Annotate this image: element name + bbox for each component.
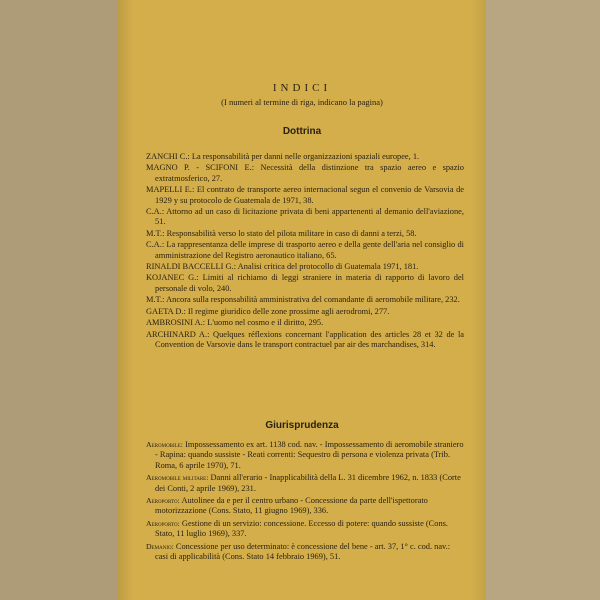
entry-author: MAPELLI E.: [146, 185, 195, 195]
doctrine-entry [146, 295, 464, 305]
entry-author: KOJANEC G.: [146, 273, 199, 283]
entry-text: Limiti al richiamo di leggi straniere in materia di rapporto di lavoro del personale di volo, 240. [155, 273, 465, 293]
doctrine-entry [146, 262, 464, 272]
jurisprudence-entry [146, 496, 464, 517]
entry-text: La rappresentanza delle imprese di trasporto aereo e della gente dell'aria nel consiglio di amministrazione del Registro aeronautico italiano, 65. [155, 240, 465, 260]
entry-text: Gestione di un servizio: concessione. Eccesso di potere: quando sussiste (Cons. Stato, 11 luglio 1969), 337. [155, 518, 448, 539]
entry-key: Demanio: [146, 541, 174, 551]
page-background-left [0, 0, 118, 600]
page-background-right [486, 0, 600, 600]
entry-author: M.T.: [146, 228, 165, 238]
jurisprudence-entry [146, 473, 464, 494]
entry-author: ZANCHI C.: [146, 152, 190, 161]
entry-text: La responsabilità per danni nelle organizzazioni spaziali europee, 1. [191, 152, 420, 161]
entry-text: Quelques réflexions concernant l'application des articles 28 et 32 de la Convention de Varsovie dans le transport contractuel par air des marchandises, 314. [155, 329, 465, 349]
doctrine-entry [146, 229, 464, 239]
doctrine-entry [146, 163, 464, 184]
entry-author: M.T.: [146, 295, 165, 305]
doctrine-entry [146, 307, 464, 317]
entry-text: Attorno ad un caso di licitazione privata di beni appartenenti al demanio dell'aviazione, 51. [155, 207, 464, 227]
doctrine-entry [146, 240, 464, 261]
entry-text: Impossessamento ex art. 1138 cod. nav. - Impossessamento di aeromobile straniero - Rapina: quando sussiste - Reati correnti: Sequestro di persona e violenza privata (Trib. Roma, 6 aprile 1970), 71. [155, 440, 464, 470]
entry-text: Necessità della distinzione tra spazio aereo e spazio extratmosferico, 27. [155, 163, 464, 183]
entry-text: Ancora sulla responsabilità amministrativa del comandante di aeromobile militare, 232. [166, 295, 460, 305]
entry-author: AMBROSINI A.: [146, 318, 206, 328]
entry-text: L'uomo nel cosmo e il diritto, 295. [207, 318, 324, 328]
entry-key: Aeromobile militare: [146, 473, 209, 483]
jurisprudence-entry [146, 440, 464, 471]
entry-text: El contrato de transporte aereo internacional segun el convenio de Varsovia de 1929 y su protocolo de Guatemala de 1971, 38. [155, 185, 465, 205]
entry-key: Aeroporto: [146, 518, 180, 528]
entry-author: RINALDI BACCELLI G.: [146, 262, 237, 272]
jurisprudence-heading: Giurisprudenza [265, 420, 339, 431]
book-page [118, 0, 486, 600]
entry-author: C.A.: [146, 240, 165, 250]
entry-key: Aeroporto: [146, 496, 180, 506]
entry-text: Analisi critica del protocollo di Guatemala 1971, 181. [237, 262, 419, 272]
entry-text: Responsabilità verso lo stato del pilota militare in caso di danni a terzi, 58. [166, 228, 417, 238]
jurisprudence-entry [146, 542, 464, 563]
page-title: INDICI [272, 82, 332, 94]
entry-text: Concessione per uso determinato: è concessione del bene - art. 37, 1° c. cod. nav.: casi di applicabilità (Cons. Stato 14 febbraio 1969), 51. [155, 541, 451, 562]
entry-author: C.A.: [146, 207, 165, 217]
entry-key: Aeromobile: [146, 440, 183, 449]
doctrine-list [146, 152, 464, 351]
doctrine-entry [146, 152, 464, 162]
doctrine-entry [146, 273, 464, 294]
doctrine-entry [146, 207, 464, 228]
doctrine-entry [146, 185, 464, 206]
jurisprudence-list [146, 440, 464, 564]
entry-author: MAGNO P. - SCIFONI E.: [146, 163, 255, 173]
page-subtitle: (I numeri al termine di riga, indicano la pagina) [221, 97, 383, 107]
entry-author: GAETA D.: [146, 306, 186, 316]
entry-author: ARCHINARD A.: [146, 329, 210, 339]
entry-text: Autolinee da e per il centro urbano - Concessione da parte dell'ispettorato motorizzazione (Cons. Stato, 11 giugno 1969), 336. [155, 496, 428, 516]
doctrine-entry [146, 318, 464, 328]
entry-text: Il regime giuridico delle zone prossime agli aerodromi, 277. [187, 306, 390, 316]
entry-text: Danni all'erario - Inapplicabilità della L. 31 dicembre 1962, n. 1833 (Corte dei Conti, 2 aprile 1969), 231. [155, 473, 461, 493]
doctrine-heading: Dottrina [282, 126, 322, 137]
jurisprudence-entry [146, 519, 464, 540]
doctrine-entry [146, 330, 464, 351]
